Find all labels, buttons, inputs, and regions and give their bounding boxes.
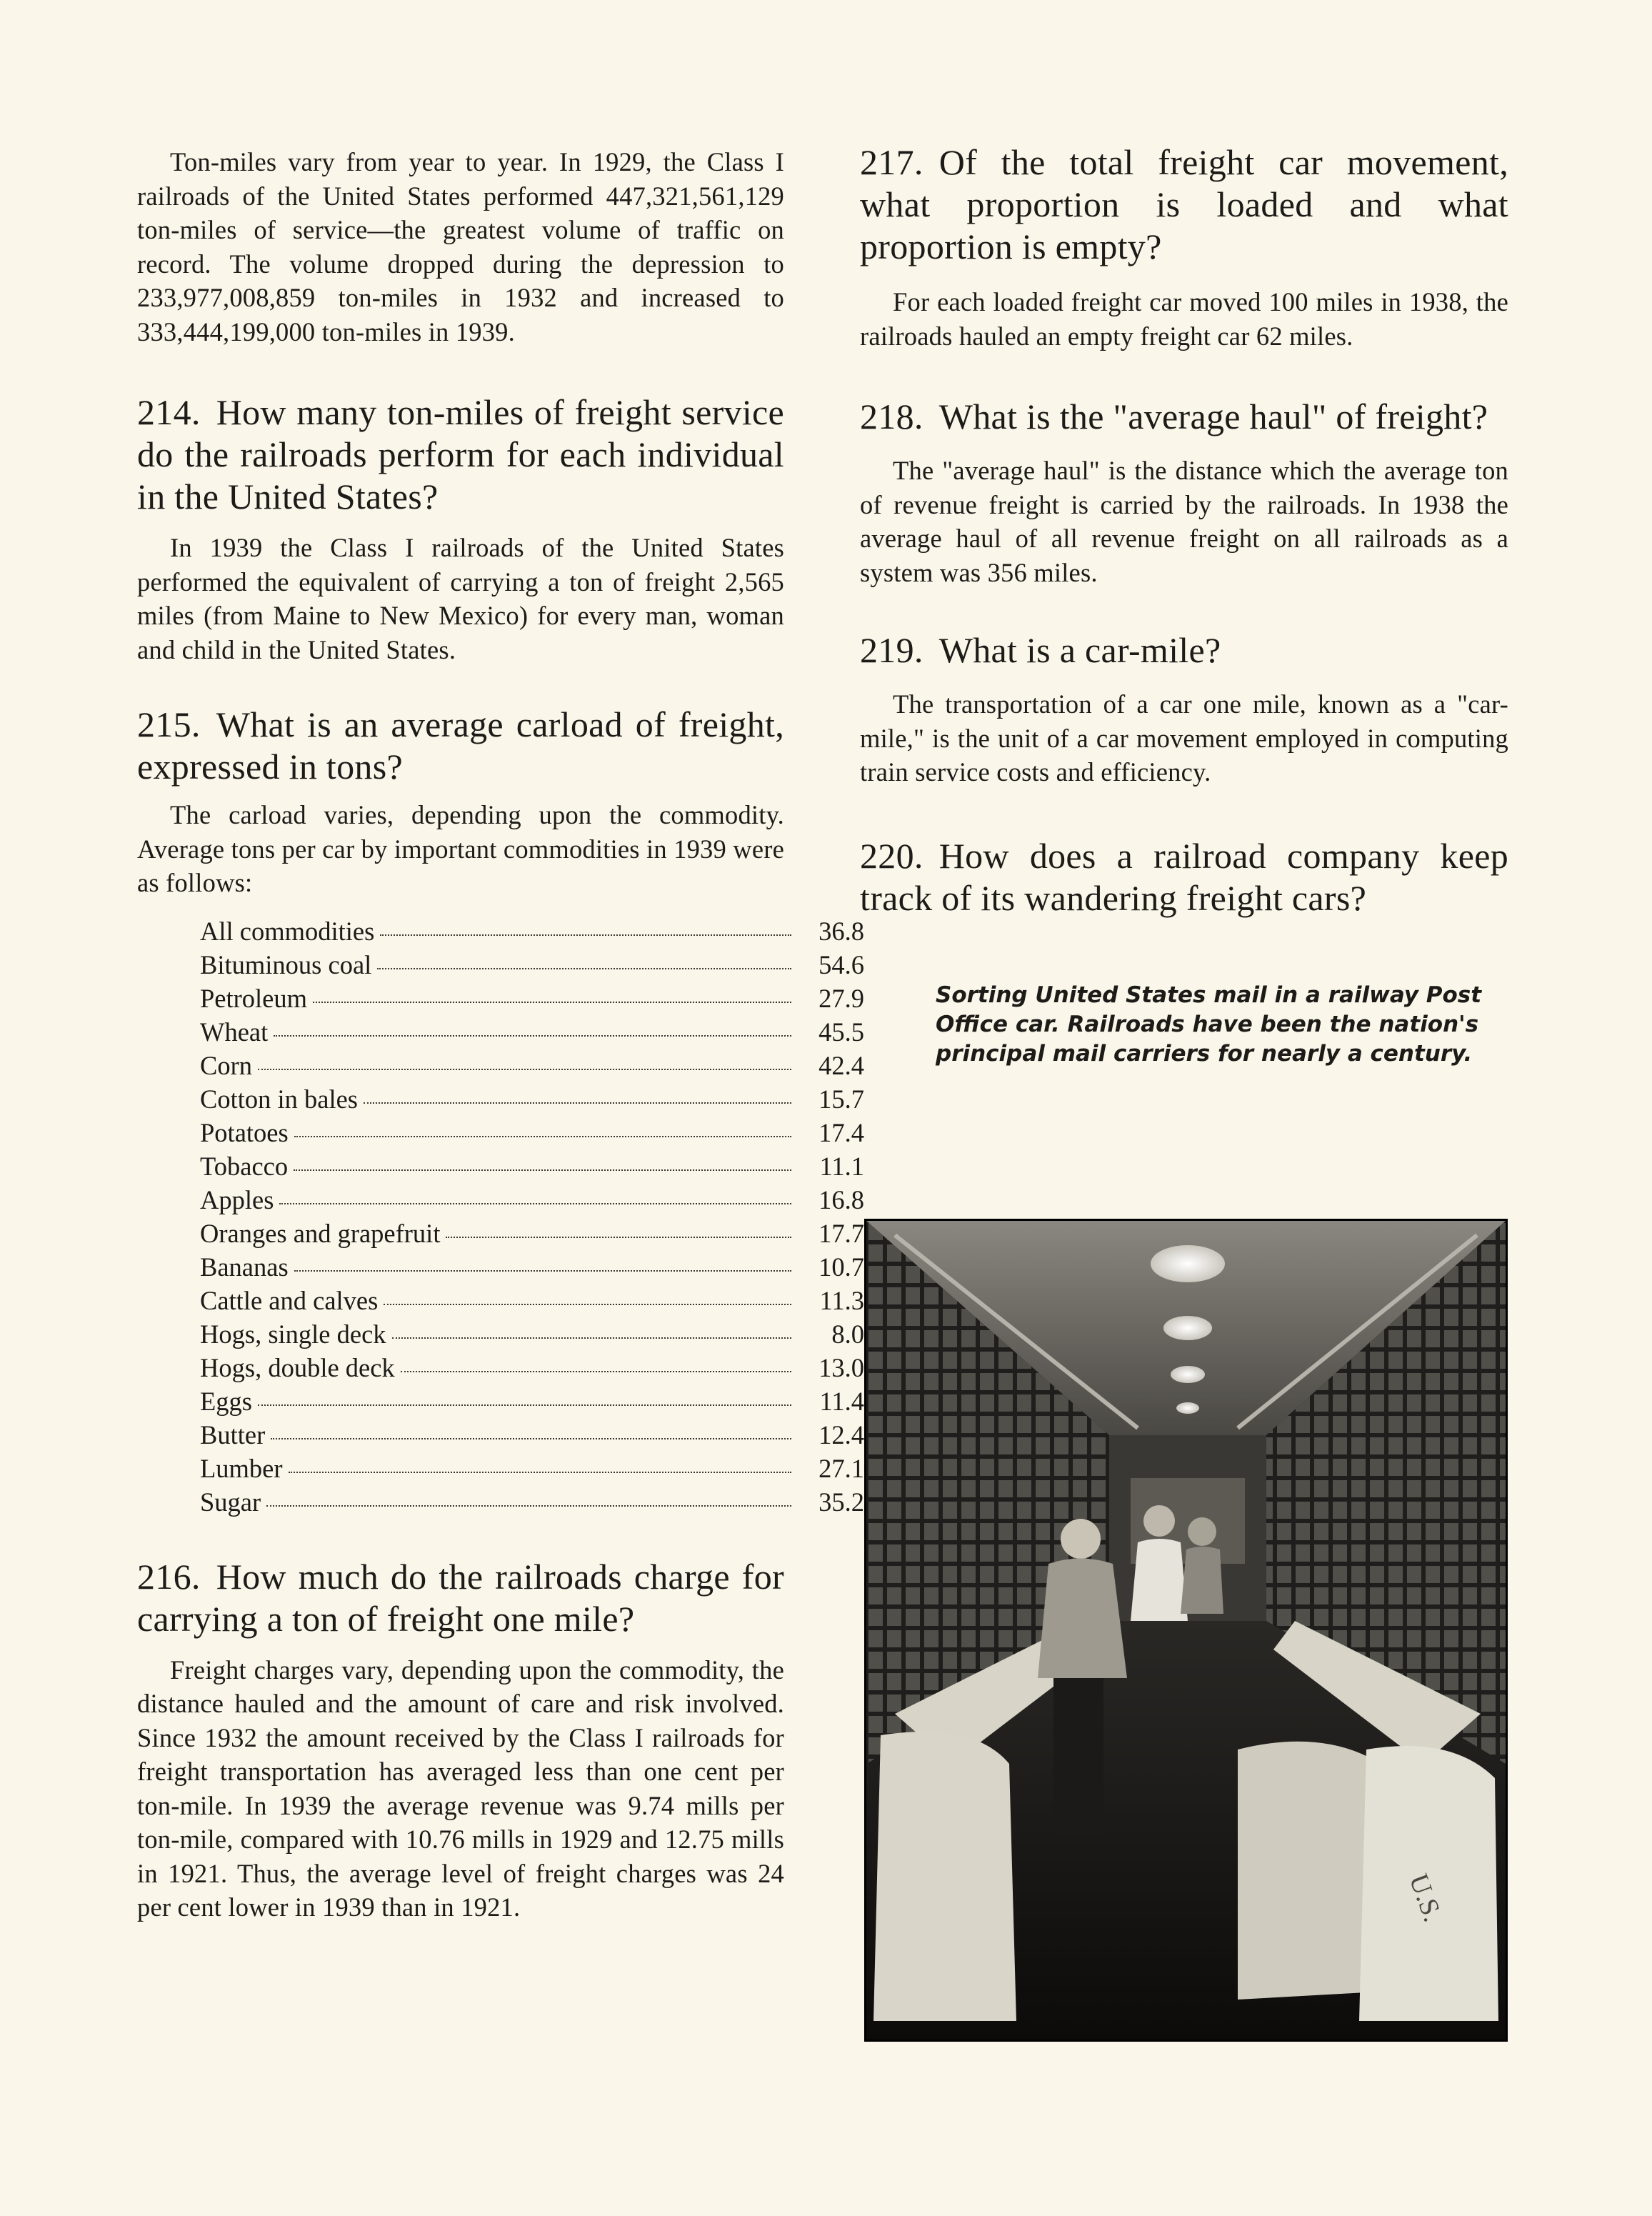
commodity-tons: 11.1 — [819, 1151, 864, 1181]
commodity-name: Potatoes — [200, 1117, 289, 1147]
commodity-tons: 17.7 — [819, 1218, 864, 1248]
commodity-tons: 12.4 — [819, 1419, 864, 1449]
mail-car-photo — [864, 1219, 1508, 2042]
commodity-row — [200, 1487, 864, 1520]
answer-219: The transportation of a car one mile, known as a "car-mile," is the unit of a car movement employed in computing train service costs and efficiency. — [860, 689, 1508, 787]
question-218 — [860, 396, 1508, 438]
left-column — [137, 0, 864, 1925]
commodity-row — [200, 1017, 864, 1050]
commodity-name: Lumber — [200, 1453, 283, 1483]
commodity-name: Cotton in bales — [200, 1084, 359, 1114]
question-text: How many ton-miles of freight service do the railroads perform for each individual in the United States? — [137, 392, 784, 516]
commodity-row — [200, 1151, 864, 1184]
question-text: What is the "average haul" of freight? — [938, 396, 1488, 436]
commodity-name: Oranges and grapefruit — [200, 1218, 441, 1248]
question-215 — [137, 704, 784, 788]
commodity-name: Butter — [200, 1419, 266, 1449]
dot-leader — [446, 1236, 791, 1238]
dot-leader — [279, 1202, 791, 1204]
answer-218: The "average haul" is the distance which the average ton of revenue freight is carried by the railroads. In 1938 the average haul of all revenue freight on all railroads as a system was 356 miles. — [860, 456, 1508, 587]
commodity-row — [200, 1084, 864, 1117]
commodity-tons: 8.0 — [831, 1319, 864, 1349]
commodity-row — [200, 1285, 864, 1319]
question-number: 220. — [860, 835, 923, 876]
question-number: 218. — [860, 396, 923, 436]
dot-leader — [289, 1471, 791, 1473]
answer-217: For each loaded freight car moved 100 miles in 1938, the railroads hauled an empty freight car 62 miles. — [860, 287, 1508, 351]
dot-leader — [294, 1269, 791, 1272]
commodity-name: Hogs, double deck — [200, 1352, 395, 1382]
commodity-tons: 54.6 — [819, 949, 864, 979]
question-text: How much do the railroads charge for carrying a ton of freight one mile? — [137, 1556, 784, 1639]
commodity-name: Petroleum — [200, 983, 308, 1013]
commodity-tons: 10.7 — [819, 1252, 864, 1282]
commodity-row — [200, 1453, 864, 1487]
commodity-name: Hogs, single deck — [200, 1319, 386, 1349]
dot-leader — [377, 967, 791, 969]
question-number: 214. — [137, 392, 201, 432]
answer-214: In 1939 the Class I railroads of the United States performed the equivalent of carrying a ton of freight 2,565 miles (from Maine to New Mexico) for every man, woman and child in the United States. — [137, 533, 784, 664]
commodity-tons: 36.8 — [819, 916, 864, 946]
commodity-row — [200, 1117, 864, 1151]
commodity-row — [200, 1319, 864, 1352]
commodity-name: Corn — [200, 1050, 252, 1080]
commodity-row — [200, 1419, 864, 1453]
mail-car-illustration — [866, 1221, 1506, 2040]
intro-paragraph: Ton-miles vary from year to year. In 1929, the Class I railroads of the United States performed 447,321,561,129 ton-miles of service—the greatest volume of traffic on record. The volume dropped during the depression to 233,977,008,859 ton-miles in 1932 and increased to 333,444,199,000 ton-miles in 1939. — [137, 147, 784, 346]
commodity-row — [200, 1252, 864, 1285]
commodity-row — [200, 1184, 864, 1218]
commodity-row — [200, 1386, 864, 1419]
commodity-row — [200, 1218, 864, 1252]
question-text: What is a car-mile? — [938, 630, 1221, 670]
question-214 — [137, 391, 784, 518]
dot-leader — [313, 1001, 791, 1003]
commodity-name: Cattle and calves — [200, 1285, 379, 1315]
question-number: 217. — [860, 142, 923, 182]
dot-leader — [392, 1337, 791, 1339]
commodity-table — [200, 916, 864, 1520]
commodity-tons: 42.4 — [819, 1050, 864, 1080]
commodity-tons: 27.1 — [819, 1453, 864, 1483]
question-number: 219. — [860, 630, 923, 670]
dot-leader — [266, 1504, 791, 1507]
commodity-name: All commodities — [200, 916, 375, 946]
dot-leader — [258, 1404, 791, 1406]
commodity-tons: 11.3 — [819, 1285, 864, 1315]
commodity-name: Apples — [200, 1184, 274, 1214]
dot-leader — [384, 1303, 791, 1305]
dot-leader — [294, 1169, 791, 1171]
commodity-row — [200, 916, 864, 949]
commodity-name: Bananas — [200, 1252, 289, 1282]
dot-leader — [364, 1102, 791, 1104]
commodity-row — [200, 1352, 864, 1386]
commodity-row — [200, 983, 864, 1017]
dot-leader — [380, 934, 791, 936]
question-216 — [137, 1556, 784, 1640]
dot-leader — [294, 1135, 791, 1137]
commodity-name: Eggs — [200, 1386, 252, 1416]
commodity-tons: 13.0 — [819, 1352, 864, 1382]
commodity-row — [200, 1050, 864, 1084]
commodity-tons: 35.2 — [819, 1487, 864, 1517]
commodity-name: Tobacco — [200, 1151, 289, 1181]
answer-215: The carload varies, depending upon the commodity. Average tons per car by important commodities in 1939 were as follows: — [137, 800, 784, 897]
answer-216: Freight charges vary, depending upon the commodity, the distance hauled and the amount of care and risk involved. Since 1932 the amount received by the Class I railroads for freight transportation has averaged less than one cent per ton-mile. In 1939 the average revenue was 9.74 mills per ton-mile, compared with 10.76 mills in 1929 and 12.75 mills in 1921. Thus, the average level of freight charges was 24 per cent lower in 1939 than in 1921. — [137, 1654, 784, 1922]
dot-leader — [274, 1034, 791, 1037]
commodity-name: Sugar — [200, 1487, 261, 1517]
commodity-row — [200, 949, 864, 983]
commodity-name: Bituminous coal — [200, 949, 372, 979]
photo-caption: Sorting United States mail in a railway Post Office car. Railroads have been the nation's principal mail carriers for nearly a century. — [936, 982, 1482, 1067]
question-number: 215. — [137, 704, 201, 744]
dot-leader — [401, 1370, 791, 1372]
question-219 — [860, 629, 1508, 672]
commodity-tons: 17.4 — [819, 1117, 864, 1147]
commodity-name: Wheat — [200, 1017, 269, 1047]
dot-leader — [258, 1068, 791, 1070]
question-text: How does a railroad company keep track of its wandering freight cars? — [860, 835, 1508, 918]
question-217 — [860, 141, 1508, 268]
question-220 — [860, 835, 1508, 919]
question-number: 216. — [137, 1556, 201, 1597]
question-text: What is an average carload of freight, expressed in tons? — [137, 704, 784, 787]
question-text: Of the total freight car movement, what proportion is loaded and what proportion is empty? — [860, 142, 1508, 266]
commodity-tons: 27.9 — [819, 983, 864, 1013]
commodity-tons: 11.4 — [819, 1386, 864, 1416]
dot-leader — [271, 1437, 791, 1439]
commodity-tons: 16.8 — [819, 1184, 864, 1214]
commodity-tons: 15.7 — [819, 1084, 864, 1114]
commodity-tons: 45.5 — [819, 1017, 864, 1047]
right-column — [860, 0, 1508, 1069]
sack-marking: U.S. — [1403, 1870, 1448, 1926]
